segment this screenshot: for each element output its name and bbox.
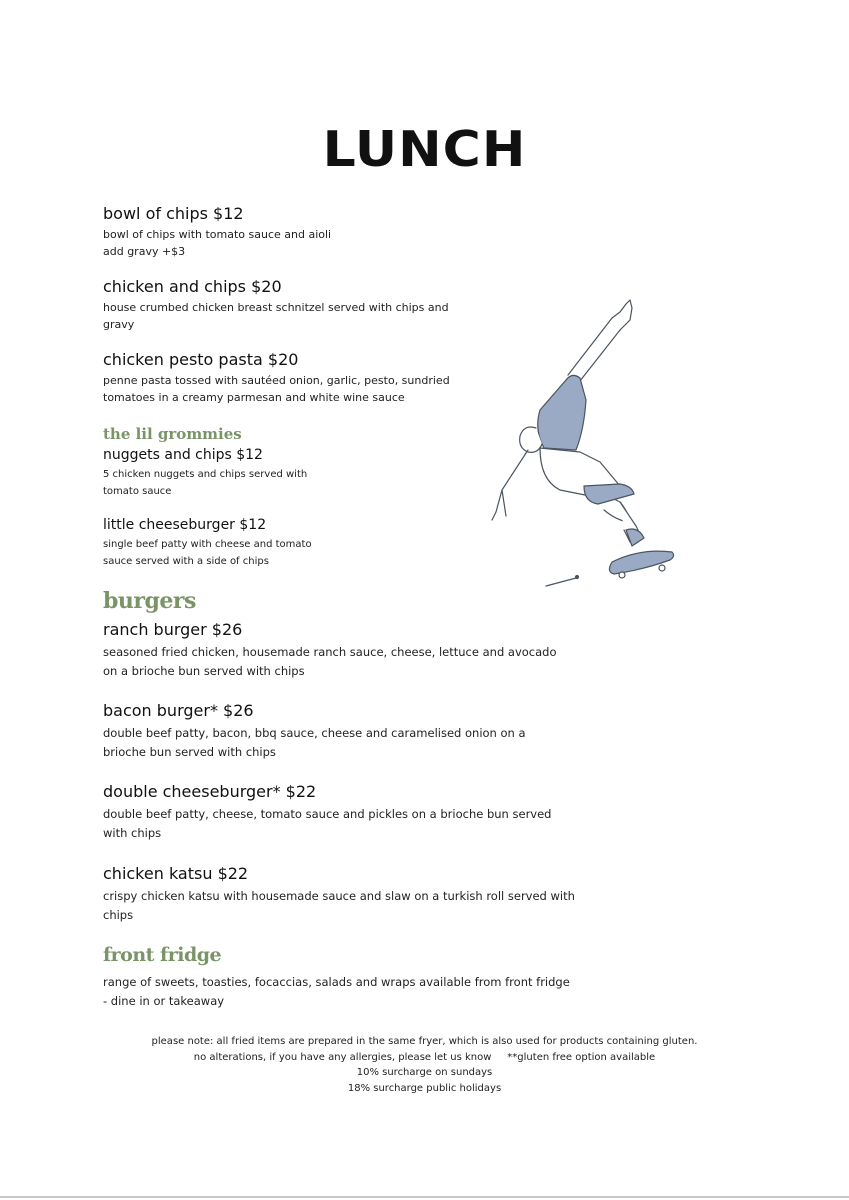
menu-item-bacon-burger xyxy=(103,701,526,762)
item-name: nuggets and chips $12 xyxy=(103,447,263,463)
item-description xyxy=(103,643,557,681)
item-desc-line: tomatoes in a creamy parmesan and white wine sauce xyxy=(103,391,405,404)
page-bottom-divider xyxy=(0,1196,849,1198)
item-desc-line: penne pasta tossed with sautéed onion, garlic, pesto, sundried xyxy=(103,374,450,387)
item-desc-line: sauce served with a side of chips xyxy=(103,556,269,567)
item-desc-line: - dine in or takeaway xyxy=(103,994,225,1008)
item-description xyxy=(103,536,312,570)
item-description xyxy=(103,724,526,762)
item-description xyxy=(103,466,307,500)
note-line: 18% surcharge public holidays xyxy=(347,1082,502,1094)
menu-item-bowl-of-chips xyxy=(103,204,331,260)
item-desc-line: double beef patty, cheese, tomato sauce and pickles on a brioche bun served xyxy=(103,807,552,821)
item-name: chicken and chips $20 xyxy=(103,277,282,296)
item-desc-line: house crumbed chicken breast schnitzel served with chips and xyxy=(103,301,449,314)
section-heading-burgers: burgers xyxy=(103,588,196,614)
item-description xyxy=(103,372,450,406)
item-desc-line: brioche bun served with chips xyxy=(103,745,276,759)
menu-title: LUNCH xyxy=(322,121,527,179)
item-name: bowl of chips $12 xyxy=(103,204,244,223)
menu-item-little-cheeseburger xyxy=(103,516,312,570)
item-description xyxy=(103,887,575,925)
item-desc-line: double beef patty, bacon, bbq sauce, cheese and caramelised onion on a xyxy=(103,726,526,740)
item-name: double cheeseburger* $22 xyxy=(103,782,317,801)
front-fridge-description xyxy=(103,973,570,1011)
item-desc-line: range of sweets, toasties, focaccias, salads and wraps available from front fridge xyxy=(103,975,570,989)
item-name: ranch burger $26 xyxy=(103,620,243,639)
skateboarder-illustration xyxy=(480,290,690,600)
item-desc-line: chips xyxy=(103,908,134,922)
item-desc-line: seasoned fried chicken, housemade ranch sauce, cheese, lettuce and avocado xyxy=(103,645,557,659)
item-name: bacon burger* $26 xyxy=(103,701,254,720)
item-name: little cheeseburger $12 xyxy=(103,517,267,533)
section-heading-front-fridge: front fridge xyxy=(103,944,222,966)
item-description xyxy=(103,805,551,843)
item-description xyxy=(103,299,449,333)
menu-item-ranch-burger xyxy=(103,620,557,681)
item-desc-line: bowl of chips with tomato sauce and aioli xyxy=(103,228,332,241)
item-description xyxy=(103,973,570,1011)
menu-item-chicken-pesto-pasta xyxy=(103,350,450,406)
item-desc-line: add gravy +$3 xyxy=(103,245,186,258)
item-desc-line: crispy chicken katsu with housemade sauce and slaw on a turkish roll served with xyxy=(103,889,575,903)
note-line: 10% surcharge on sundays xyxy=(356,1067,493,1078)
item-desc-line: single beef patty with cheese and tomato xyxy=(103,539,312,550)
item-desc-line: with chips xyxy=(103,826,162,840)
item-desc-line: 5 chicken nuggets and chips served with xyxy=(103,469,308,480)
menu-item-double-cheeseburger xyxy=(103,782,551,843)
section-heading-grommies: the lil grommies xyxy=(103,425,242,443)
item-description xyxy=(103,226,331,260)
item-name: chicken katsu $22 xyxy=(103,864,249,883)
note-line: no alterations, if you have any allergies, please let us know **gluten free option available xyxy=(193,1051,656,1063)
menu-item-chicken-katsu xyxy=(103,864,575,925)
item-desc-line: on a brioche bun served with chips xyxy=(103,664,305,678)
menu-item-chicken-and-chips xyxy=(103,277,449,333)
item-name: chicken pesto pasta $20 xyxy=(103,350,299,369)
note-line: please note: all fried items are prepared in the same fryer, which is also used for products containing gluten. xyxy=(151,1036,698,1047)
item-desc-line: gravy xyxy=(103,318,135,331)
item-desc-line: tomato sauce xyxy=(103,486,172,497)
menu-item-nuggets-and-chips xyxy=(103,446,307,500)
footer-notes xyxy=(0,1034,849,1096)
